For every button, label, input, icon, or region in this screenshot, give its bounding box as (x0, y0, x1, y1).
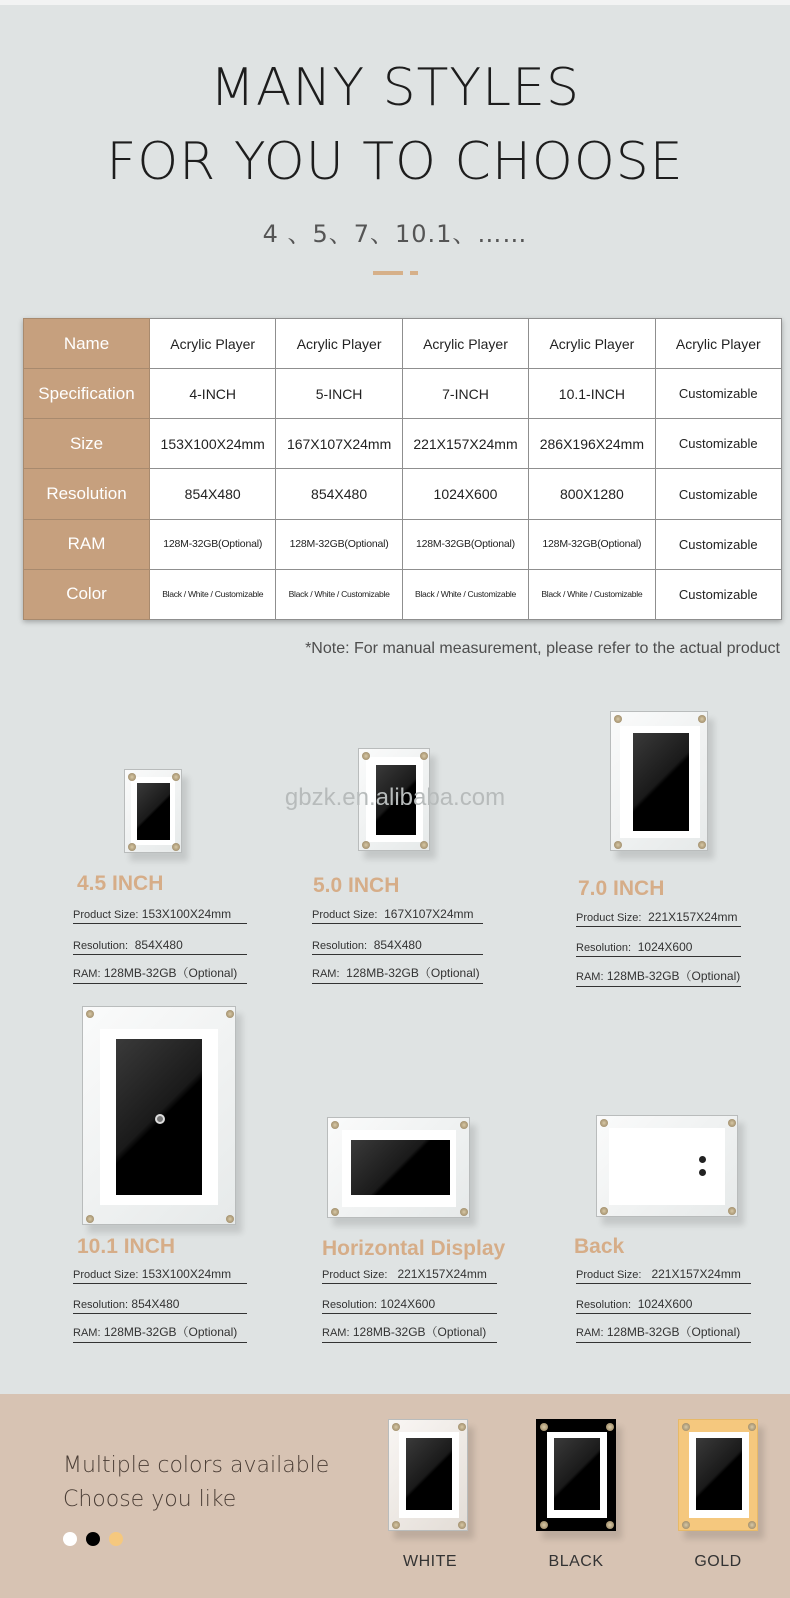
table-cell: Acrylic Player (276, 319, 402, 369)
table-cell: 4-INCH (150, 369, 276, 419)
screw-icon (392, 1521, 400, 1529)
label: Resolution: (73, 940, 129, 952)
product-title: 10.1 INCH (77, 1235, 176, 1258)
watermark: gbzk.en.alibaba.com (284, 784, 506, 811)
product-resolution-line (73, 938, 247, 955)
screw-icon (331, 1208, 339, 1216)
screw-icon (362, 752, 370, 760)
top-strip (0, 0, 790, 5)
table-cell: 5-INCH (276, 369, 402, 419)
screw-icon (128, 773, 136, 781)
table-row (24, 369, 782, 419)
screw-icon (600, 1119, 608, 1127)
table-cell: Black / White / Customizable (150, 569, 276, 619)
label: RAM: (322, 1327, 350, 1339)
product-resolution: 854X480 (134, 938, 183, 952)
screw-icon (682, 1423, 690, 1431)
product-resolution: 854X480 (373, 938, 422, 952)
table-cell: 153X100X24mm (150, 419, 276, 469)
product-size: 221X157X24mm (651, 1267, 741, 1281)
screw-icon (458, 1423, 466, 1431)
color-label-gold: GOLD (694, 1553, 742, 1570)
label: Product Size: (576, 1269, 642, 1281)
color-label-black: BLACK (548, 1553, 604, 1570)
product-resolution-line (322, 1297, 497, 1314)
gold-frame-image (678, 1419, 758, 1531)
screw-icon (172, 843, 180, 851)
table-cell: 7-INCH (402, 369, 528, 419)
screw-icon (226, 1010, 234, 1018)
product-image-10-1-inch (82, 1006, 236, 1225)
screw-icon (698, 715, 706, 723)
screw-icon (86, 1010, 94, 1018)
screw-icon (614, 715, 622, 723)
table-cell: Customizable (655, 369, 781, 419)
measurement-note: *Note: For manual measurement, please refer to the actual product (305, 640, 780, 657)
table-cell: Customizable (655, 469, 781, 519)
label: Product Size: (312, 909, 378, 921)
screw-icon (460, 1121, 468, 1129)
table-cell: 128M-32GB(Optional) (276, 519, 402, 569)
product-ram-line (73, 1323, 247, 1343)
product-image-back (596, 1115, 738, 1217)
label: RAM: (73, 1327, 101, 1339)
product-title: Horizontal Display (322, 1237, 506, 1260)
screw-icon (540, 1521, 548, 1529)
product-image-7-0-inch (610, 711, 708, 851)
table-cell: 221X157X24mm (402, 419, 528, 469)
table-row (24, 519, 782, 569)
camera-icon (155, 1114, 165, 1124)
row-header: Specification (24, 369, 150, 419)
product-ram-line (322, 1323, 497, 1343)
product-title: 7.0 INCH (578, 877, 665, 900)
product-size: 167X107X24mm (384, 907, 474, 921)
screw-icon (606, 1423, 614, 1431)
table-cell: Acrylic Player (529, 319, 655, 369)
table-cell: 128M-32GB(Optional) (402, 519, 528, 569)
table-row (24, 469, 782, 519)
product-size: 221X157X24mm (397, 1267, 487, 1281)
table-cell: Black / White / Customizable (276, 569, 402, 619)
screw-icon (614, 841, 622, 849)
gold-swatch[interactable] (109, 1532, 123, 1546)
black-swatch[interactable] (86, 1532, 100, 1546)
product-ram: 128MB-32GB（Optional) (103, 1325, 238, 1339)
title-divider (373, 271, 403, 275)
product-ram: 128MB-32GB（Optional) (346, 966, 480, 980)
button-icon (699, 1169, 706, 1176)
white-frame-image (388, 1419, 468, 1531)
screw-icon (420, 841, 428, 849)
label: Product Size: (73, 1269, 139, 1281)
label: Resolution: (576, 942, 632, 954)
product-resolution-line (576, 1297, 751, 1314)
product-resolution: 854X480 (131, 1297, 180, 1311)
table-cell: 800X1280 (529, 469, 655, 519)
product-size-line (576, 910, 741, 927)
screw-icon (748, 1521, 756, 1529)
title-divider-dot (410, 271, 418, 275)
table-row (24, 319, 782, 369)
product-size: 153X100X24mm (141, 907, 232, 921)
page-title-line2: FOR YOU TO CHOOSE (106, 132, 684, 192)
screw-icon (600, 1207, 608, 1215)
table-cell: Acrylic Player (402, 319, 528, 369)
product-ram-line (576, 967, 741, 987)
table-cell: 854X480 (276, 469, 402, 519)
screw-icon (128, 843, 136, 851)
product-ram: 128MB-32GB（Optional) (103, 966, 238, 980)
table-cell: 286X196X24mm (529, 419, 655, 469)
black-frame-image (536, 1419, 616, 1531)
product-ram-line (312, 964, 483, 984)
table-cell: Black / White / Customizable (402, 569, 528, 619)
table-row (24, 419, 782, 469)
table-row (24, 569, 782, 619)
table-cell: Black / White / Customizable (529, 569, 655, 619)
product-resolution: 1024X600 (637, 1297, 693, 1311)
product-ram-line (73, 964, 247, 984)
table-cell: Acrylic Player (655, 319, 781, 369)
table-cell: 854X480 (150, 469, 276, 519)
color-label-white: WHITE (402, 1553, 458, 1570)
product-size-line (576, 1267, 751, 1284)
label: Product Size: (73, 909, 139, 921)
table-cell: Acrylic Player (150, 319, 276, 369)
product-size: 221X157X24mm (648, 910, 738, 924)
product-image-horizontal-display (327, 1117, 470, 1218)
product-resolution-line (312, 938, 483, 955)
sizes-subtitle: 4 、5、7、10.1、…… (262, 220, 528, 248)
product-size-line (312, 907, 483, 924)
product-resolution-line (73, 1297, 247, 1314)
label: RAM: (576, 1327, 604, 1339)
screw-icon (728, 1119, 736, 1127)
label: RAM: (73, 968, 101, 980)
row-header: Color (24, 569, 150, 619)
label: RAM: (312, 968, 340, 980)
table-cell: 128M-32GB(Optional) (150, 519, 276, 569)
label: RAM: (576, 971, 604, 983)
product-size-line (73, 1267, 247, 1284)
screw-icon (420, 752, 428, 760)
product-size: 153X100X24mm (141, 1267, 232, 1281)
screw-icon (748, 1423, 756, 1431)
screw-icon (540, 1423, 548, 1431)
product-ram-line (576, 1323, 751, 1343)
label: Product Size: (322, 1269, 388, 1281)
product-title: Back (574, 1235, 625, 1258)
table-cell: Customizable (655, 519, 781, 569)
row-header: Name (24, 319, 150, 369)
screw-icon (86, 1215, 94, 1223)
page-title-line1: MANY STYLES (210, 58, 580, 118)
label: Resolution: (73, 1299, 129, 1311)
label: Product Size: (576, 912, 642, 924)
product-size-line (322, 1267, 497, 1284)
product-size-line (73, 907, 247, 924)
screw-icon (362, 841, 370, 849)
screw-icon (392, 1423, 400, 1431)
product-title: 5.0 INCH (313, 874, 400, 897)
screw-icon (458, 1521, 466, 1529)
color-headline: Multiple colors available (63, 1453, 330, 1478)
screw-icon (226, 1215, 234, 1223)
product-resolution: 1024X600 (380, 1297, 436, 1311)
product-title: 4.5 INCH (77, 872, 164, 895)
table-cell: 128M-32GB(Optional) (529, 519, 655, 569)
label: Resolution: (312, 940, 368, 952)
spec-table (23, 318, 782, 620)
screw-icon (682, 1521, 690, 1529)
screw-icon (331, 1121, 339, 1129)
row-header: RAM (24, 519, 150, 569)
product-resolution-line (576, 940, 741, 957)
screw-icon (606, 1521, 614, 1529)
screw-icon (698, 841, 706, 849)
table-cell: Customizable (655, 569, 781, 619)
product-resolution: 1024X600 (637, 940, 693, 954)
table-cell: 167X107X24mm (276, 419, 402, 469)
table-cell: 10.1-INCH (529, 369, 655, 419)
screw-icon (728, 1207, 736, 1215)
screw-icon (460, 1208, 468, 1216)
row-header: Resolution (24, 469, 150, 519)
button-icon (699, 1156, 706, 1163)
label: Resolution: (576, 1299, 632, 1311)
color-subline: Choose you like (63, 1487, 237, 1512)
product-ram: 128MB-32GB（Optional) (352, 1325, 487, 1339)
table-cell: 1024X600 (402, 469, 528, 519)
label: Resolution: (322, 1299, 378, 1311)
white-swatch[interactable] (63, 1532, 77, 1546)
row-header: Size (24, 419, 150, 469)
product-ram: 128MB-32GB（Optional) (606, 969, 741, 983)
table-cell: Customizable (655, 419, 781, 469)
screw-icon (172, 773, 180, 781)
product-ram: 128MB-32GB（Optional) (606, 1325, 741, 1339)
